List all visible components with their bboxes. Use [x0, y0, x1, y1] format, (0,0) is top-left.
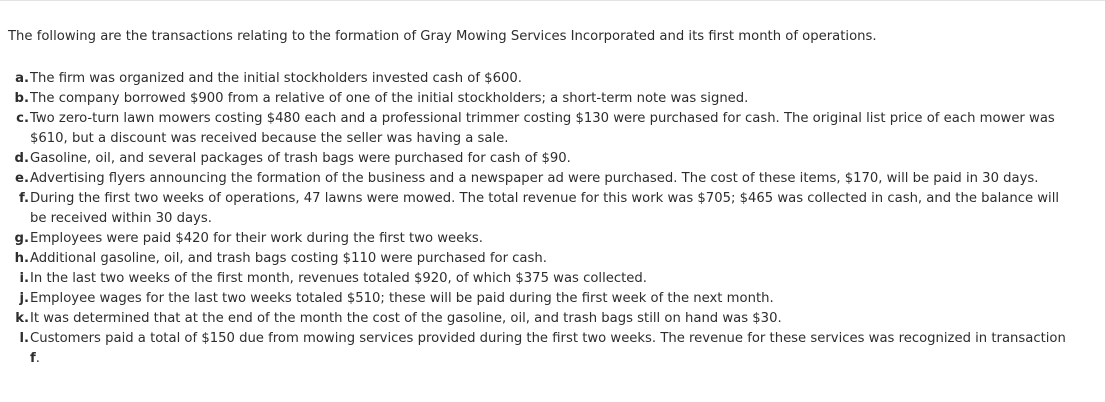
- transaction-item: [9, 89, 1099, 109]
- transaction-letter: a.: [15, 71, 29, 86]
- transaction-item: [9, 289, 1099, 309]
- transaction-text: Gasoline, oil, and several packages of trash bags were purchased for cash of $90.: [30, 151, 571, 166]
- top-divider: [0, 0, 1105, 1]
- transaction-letter: i.: [19, 271, 29, 286]
- transaction-letter: j.: [19, 291, 29, 306]
- sentence-period: .: [35, 351, 40, 366]
- transaction-letter: d.: [14, 151, 29, 166]
- transaction-text: Additional gasoline, oil, and trash bags costing $110 were purchased for cash.: [30, 251, 547, 266]
- transaction-text: Employee wages for the last two weeks totaled $510; these will be paid during the first week of the next month.: [30, 291, 774, 306]
- transaction-text: Employees were paid $420 for their work during the first two weeks.: [30, 231, 483, 246]
- transaction-list: [9, 69, 1099, 369]
- transaction-item: [9, 109, 1099, 149]
- transaction-item: [9, 329, 1099, 369]
- transaction-letter: h.: [14, 251, 29, 266]
- transaction-reference: f: [30, 351, 36, 366]
- transaction-text: It was determined that at the end of the month the cost of the gasoline, oil, and trash bags still on hand was $30.: [30, 311, 782, 326]
- transaction-text-with-reference: [30, 329, 1075, 369]
- problem-intro: The following are the transactions relating to the formation of Gray Mowing Services Incorporated and its first month of operations.: [8, 29, 877, 44]
- transaction-item: [9, 269, 1099, 289]
- transaction-item: [9, 149, 1099, 169]
- transaction-letter: l.: [19, 331, 29, 346]
- transaction-item: [9, 249, 1099, 269]
- transaction-letter: g.: [14, 231, 29, 246]
- transaction-text: In the last two weeks of the first month, revenues totaled $920, of which $375 was collected.: [30, 271, 647, 286]
- transaction-item: [9, 189, 1099, 229]
- transaction-item: [9, 309, 1099, 329]
- transaction-text: Advertising flyers announcing the formation of the business and a newspaper ad were purchased. The cost of these items, $170, will be paid in 30 days.: [30, 171, 1039, 186]
- transaction-text: Customers paid a total of $150 due from mowing services provided during the first two weeks. The revenue for these services was recognized in transaction: [30, 331, 1066, 346]
- transaction-letter: e.: [15, 171, 29, 186]
- transaction-text: The company borrowed $900 from a relative of one of the initial stockholders; a short-term note was signed.: [30, 91, 749, 106]
- transaction-text: During the first two weeks of operations, 47 lawns were mowed. The total revenue for this work was $705; $465 was collected in cash, and the balance will be received within 30 days.: [30, 191, 1060, 226]
- transaction-item: [9, 229, 1099, 249]
- transaction-letter: f.: [18, 191, 29, 206]
- transaction-item: [9, 69, 1099, 89]
- transaction-letter: b.: [14, 91, 29, 106]
- transaction-letter: c.: [16, 111, 29, 126]
- transaction-item: [9, 169, 1099, 189]
- transaction-text: Two zero-turn lawn mowers costing $480 each and a professional trimmer costing $130 were purchased for cash. The original list price of each mower was $610, but a discount was received because the seller was having a sale.: [30, 111, 1055, 146]
- transaction-text: The firm was organized and the initial stockholders invested cash of $600.: [30, 71, 522, 86]
- transaction-letter: k.: [15, 311, 29, 326]
